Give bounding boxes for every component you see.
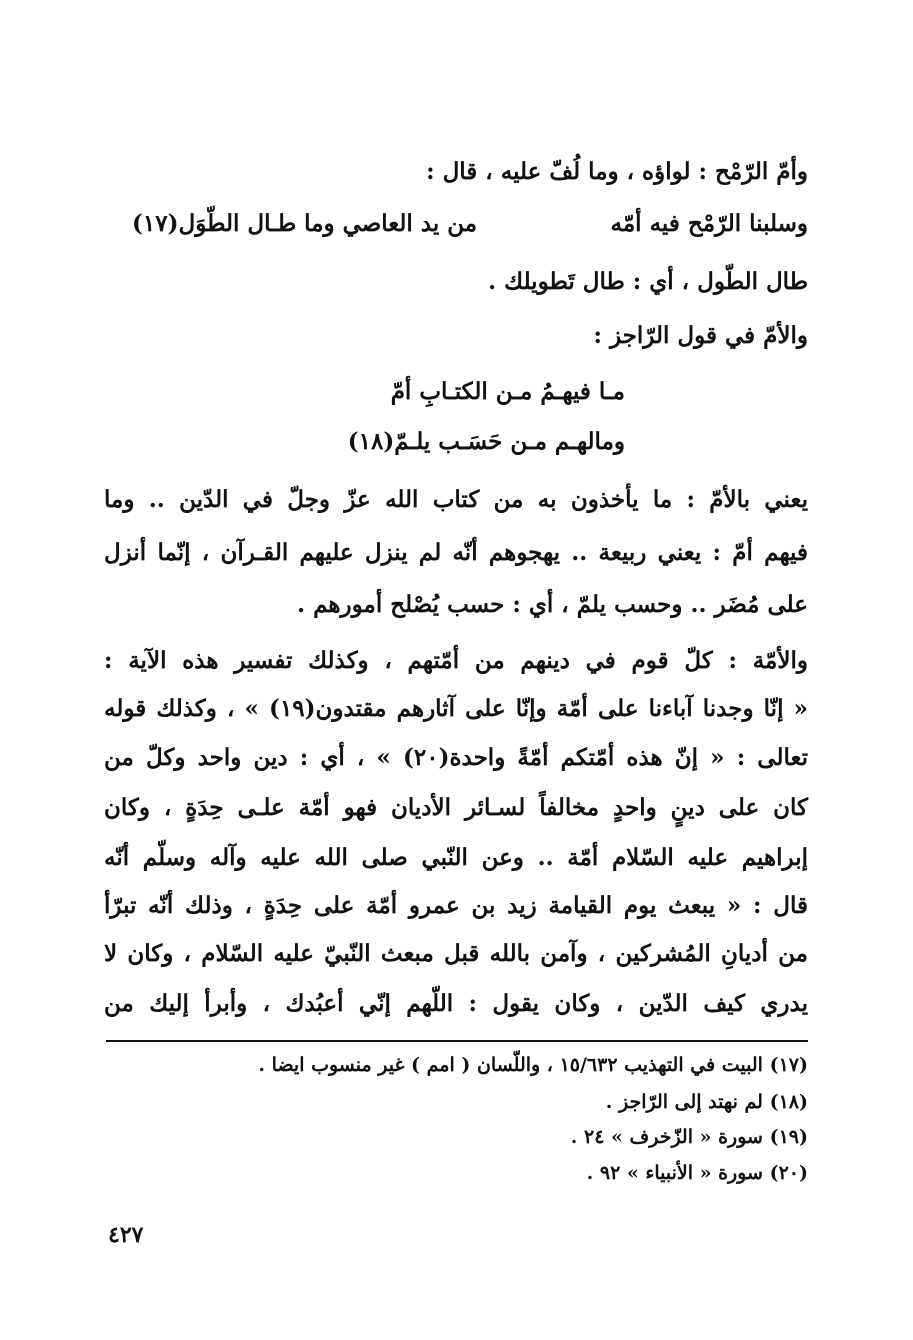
text-line: والأمّة : كلّ قوم في دينهم من أمّتهم ، وكذلك تفسير هذه الآية : [104, 647, 808, 674]
text-line: يدري كيف الدّين ، وكان يقول : اللّهم إنّي أعبُدك ، وأبرأ إليك من [104, 990, 808, 1017]
poem-line: ومالهـم مـن حَسَـب يلـمّ(١٨) [347, 428, 625, 455]
footnote-divider [106, 1040, 808, 1042]
footnote: (٢٠) سورة « الأنبياء » ٩٢ . [586, 1162, 808, 1184]
text-line: فيهم أمّ : يعني ربيعة .. يهجوهم أنّه لم ينزل عليهم القـرآن ، إنّما أنزل [104, 539, 808, 566]
text-line: قال : « يبعث يوم القيامة زيد بن عمرو أمّة على حِدَةٍ ، وذلك أنّه تبرّأ [104, 892, 808, 919]
page-number: ٤٢٧ [108, 1222, 144, 1248]
footnote: (١٨) لم نهتد إلى الرّاجز . [605, 1091, 808, 1113]
text-line: يعني بالأمّ : ما يأخذون به من كتاب الله عزّ وجلّ في الدّين .. وما [104, 486, 808, 513]
text-line: « إنّا وجدنا آباءنا على أمّة وإنّا على آثارهم مقتدون(١٩) » ، وكذلك قوله [104, 695, 808, 722]
text-line: من أديانِ المُشركين ، وآمن بالله قبل مبعث النّبيّ عليه السّلام ، وكان لا [104, 940, 808, 967]
verse-second-hemistich: من يد العاصي وما طـال الطّوَل(١٧) [132, 210, 478, 237]
verse-first-hemistich: وسلبنا الرّمْح فيه أمّه [610, 210, 808, 237]
text-line: وأمّ الرّمْح : لواؤه ، وما لُفّ عليه ، قال : [426, 158, 808, 185]
text-line: والأمّ في قول الرّاجز : [593, 322, 808, 349]
text-line: طال الطّول ، أي : طال تَطويلك . [488, 268, 808, 295]
text-line: إبراهيم عليه السّلام أمّة .. وعن النّبي صلى الله عليه وآله وسلّم أنّه [104, 844, 808, 871]
text-line: تعالى : « إنّ هذه أمّتكم أمّةً واحدة(٢٠) » ، أي : دين واحد وكلّ من [104, 744, 808, 771]
poem-line: مـا فيهـمُ مـن الكتـابِ أمّ [390, 378, 625, 405]
footnote: (١٧) البيت في التهذيب ١٥/٦٣٢ ، واللّسان ( امم ) غير منسوب ايضا . [258, 1054, 808, 1076]
text-line: على مُضَر .. وحسب يلمّ ، أي : حسب يُصْلح أمورهم . [297, 591, 808, 618]
footnote: (١٩) سورة « الزّخرف » ٢٤ . [570, 1126, 808, 1148]
text-line: كان على دينٍ واحدٍ مخالفاً لسـائر الأديان فهو أمّة علـى حِدَةٍ ، وكان [104, 794, 808, 821]
